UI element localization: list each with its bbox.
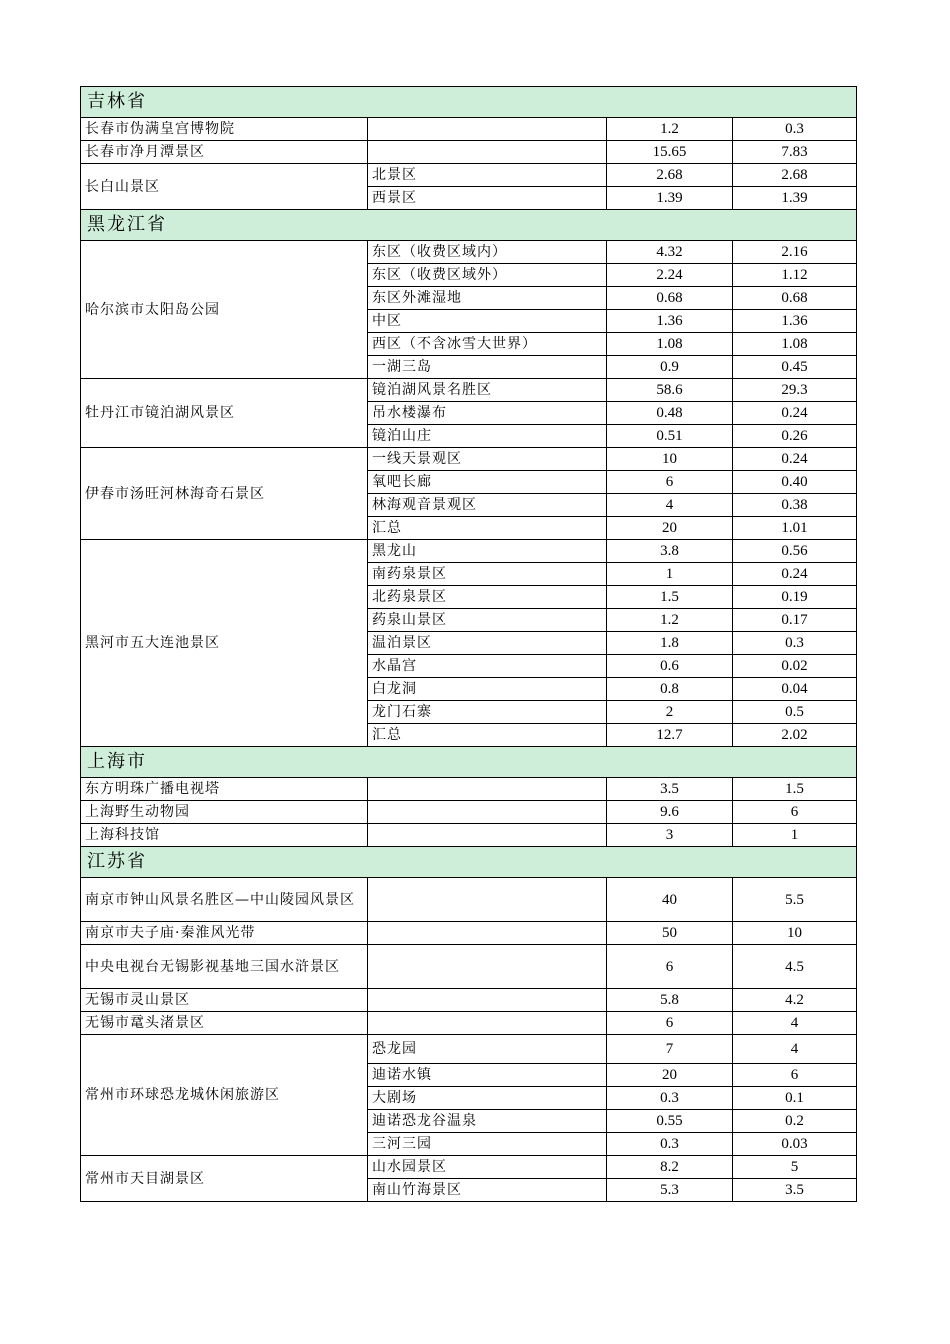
value-col-a: 20 bbox=[607, 517, 733, 540]
value-col-b: 0.17 bbox=[733, 609, 857, 632]
value-col-b: 0.3 bbox=[733, 118, 857, 141]
sub-area-name: 氧吧长廊 bbox=[368, 471, 607, 494]
value-col-b: 1.36 bbox=[733, 310, 857, 333]
value-col-a: 0.55 bbox=[607, 1110, 733, 1133]
sub-area-name: 山水园景区 bbox=[368, 1156, 607, 1179]
sub-area-name: 东区（收费区域外） bbox=[368, 264, 607, 287]
sub-area-name: 南药泉景区 bbox=[368, 563, 607, 586]
sub-area-name: 汇总 bbox=[368, 517, 607, 540]
sub-area-name: 温泊景区 bbox=[368, 632, 607, 655]
sub-area-name bbox=[368, 1012, 607, 1035]
value-col-b: 4.2 bbox=[733, 989, 857, 1012]
value-col-a: 9.6 bbox=[607, 801, 733, 824]
province-header-row bbox=[81, 747, 857, 778]
province-name: 吉林省 bbox=[81, 87, 857, 118]
value-col-a: 3 bbox=[607, 824, 733, 847]
value-col-b: 0.03 bbox=[733, 1133, 857, 1156]
scenic-site-name: 南京市夫子庙·秦淮风光带 bbox=[81, 922, 368, 945]
value-col-b: 0.02 bbox=[733, 655, 857, 678]
sub-area-name: 中区 bbox=[368, 310, 607, 333]
table-row bbox=[81, 801, 857, 824]
scenic-site-name: 长春市净月潭景区 bbox=[81, 141, 368, 164]
value-col-a: 1.39 bbox=[607, 187, 733, 210]
table-row bbox=[81, 448, 857, 471]
scenic-site-name: 黑河市五大连池景区 bbox=[81, 540, 368, 747]
sub-area-name: 西区（不含冰雪大世界） bbox=[368, 333, 607, 356]
value-col-a: 1.2 bbox=[607, 609, 733, 632]
value-col-a: 0.51 bbox=[607, 425, 733, 448]
value-col-b: 2.02 bbox=[733, 724, 857, 747]
value-col-a: 2 bbox=[607, 701, 733, 724]
sub-area-name: 西景区 bbox=[368, 187, 607, 210]
value-col-b: 5 bbox=[733, 1156, 857, 1179]
value-col-b: 1.01 bbox=[733, 517, 857, 540]
value-col-b: 1.39 bbox=[733, 187, 857, 210]
sub-area-name: 药泉山景区 bbox=[368, 609, 607, 632]
scenic-site-name: 常州市天目湖景区 bbox=[81, 1156, 368, 1202]
sub-area-name bbox=[368, 801, 607, 824]
value-col-a: 7 bbox=[607, 1035, 733, 1064]
table-row bbox=[81, 878, 857, 922]
value-col-b: 4 bbox=[733, 1012, 857, 1035]
value-col-a: 1.36 bbox=[607, 310, 733, 333]
value-col-a: 0.48 bbox=[607, 402, 733, 425]
sub-area-name: 林海观音景观区 bbox=[368, 494, 607, 517]
value-col-b: 7.83 bbox=[733, 141, 857, 164]
value-col-a: 1 bbox=[607, 563, 733, 586]
value-col-b: 4.5 bbox=[733, 945, 857, 989]
sub-area-name: 迪诺恐龙谷温泉 bbox=[368, 1110, 607, 1133]
sub-area-name: 东区（收费区域内） bbox=[368, 241, 607, 264]
value-col-b: 6 bbox=[733, 801, 857, 824]
value-col-a: 2.24 bbox=[607, 264, 733, 287]
value-col-b: 0.24 bbox=[733, 448, 857, 471]
value-col-a: 4.32 bbox=[607, 241, 733, 264]
scenic-site-name: 哈尔滨市太阳岛公园 bbox=[81, 241, 368, 379]
value-col-b: 5.5 bbox=[733, 878, 857, 922]
sub-area-name: 龙门石寨 bbox=[368, 701, 607, 724]
value-col-b: 0.38 bbox=[733, 494, 857, 517]
sub-area-name: 汇总 bbox=[368, 724, 607, 747]
table-row bbox=[81, 241, 857, 264]
value-col-b: 0.24 bbox=[733, 563, 857, 586]
value-col-a: 4 bbox=[607, 494, 733, 517]
value-col-a: 8.2 bbox=[607, 1156, 733, 1179]
value-col-a: 0.6 bbox=[607, 655, 733, 678]
table-body bbox=[81, 87, 857, 1202]
value-col-b: 4 bbox=[733, 1035, 857, 1064]
value-col-a: 15.65 bbox=[607, 141, 733, 164]
sub-area-name: 白龙洞 bbox=[368, 678, 607, 701]
value-col-b: 1.12 bbox=[733, 264, 857, 287]
value-col-a: 3.5 bbox=[607, 778, 733, 801]
sub-area-name: 黑龙山 bbox=[368, 540, 607, 563]
value-col-a: 58.6 bbox=[607, 379, 733, 402]
value-col-b: 0.19 bbox=[733, 586, 857, 609]
sub-area-name: 迪诺水镇 bbox=[368, 1064, 607, 1087]
table-row bbox=[81, 945, 857, 989]
table-row bbox=[81, 118, 857, 141]
value-col-a: 5.8 bbox=[607, 989, 733, 1012]
sub-area-name bbox=[368, 878, 607, 922]
value-col-b: 0.04 bbox=[733, 678, 857, 701]
sub-area-name: 北景区 bbox=[368, 164, 607, 187]
scenic-site-name: 长春市伪满皇宫博物院 bbox=[81, 118, 368, 141]
scenic-area-table bbox=[80, 86, 857, 1202]
table-row bbox=[81, 379, 857, 402]
sub-area-name bbox=[368, 945, 607, 989]
province-header-row bbox=[81, 210, 857, 241]
table-row bbox=[81, 164, 857, 187]
value-col-b: 0.68 bbox=[733, 287, 857, 310]
sub-area-name: 一线天景观区 bbox=[368, 448, 607, 471]
sub-area-name: 大剧场 bbox=[368, 1087, 607, 1110]
sub-area-name: 南山竹海景区 bbox=[368, 1179, 607, 1202]
value-col-a: 12.7 bbox=[607, 724, 733, 747]
scenic-site-name: 中央电视台无锡影视基地三国水浒景区 bbox=[81, 945, 368, 989]
value-col-a: 40 bbox=[607, 878, 733, 922]
province-header-row bbox=[81, 87, 857, 118]
value-col-b: 2.16 bbox=[733, 241, 857, 264]
value-col-b: 0.45 bbox=[733, 356, 857, 379]
value-col-b: 6 bbox=[733, 1064, 857, 1087]
value-col-b: 0.24 bbox=[733, 402, 857, 425]
sub-area-name bbox=[368, 989, 607, 1012]
scenic-site-name: 南京市钟山风景名胜区—中山陵园风景区 bbox=[81, 878, 368, 922]
sub-area-name: 一湖三岛 bbox=[368, 356, 607, 379]
table-row bbox=[81, 141, 857, 164]
value-col-a: 6 bbox=[607, 945, 733, 989]
value-col-b: 0.26 bbox=[733, 425, 857, 448]
province-name: 黑龙江省 bbox=[81, 210, 857, 241]
value-col-a: 0.3 bbox=[607, 1133, 733, 1156]
value-col-b: 1 bbox=[733, 824, 857, 847]
table-row bbox=[81, 922, 857, 945]
value-col-b: 1.5 bbox=[733, 778, 857, 801]
value-col-a: 0.3 bbox=[607, 1087, 733, 1110]
scenic-site-name: 无锡市灵山景区 bbox=[81, 989, 368, 1012]
value-col-a: 0.9 bbox=[607, 356, 733, 379]
sub-area-name bbox=[368, 824, 607, 847]
table-row bbox=[81, 1035, 857, 1064]
scenic-site-name: 无锡市鼋头渚景区 bbox=[81, 1012, 368, 1035]
value-col-b: 3.5 bbox=[733, 1179, 857, 1202]
scenic-site-name: 上海野生动物园 bbox=[81, 801, 368, 824]
scenic-site-name: 上海科技馆 bbox=[81, 824, 368, 847]
value-col-a: 50 bbox=[607, 922, 733, 945]
sub-area-name: 北药泉景区 bbox=[368, 586, 607, 609]
sub-area-name: 吊水楼瀑布 bbox=[368, 402, 607, 425]
value-col-b: 1.08 bbox=[733, 333, 857, 356]
value-col-a: 1.2 bbox=[607, 118, 733, 141]
value-col-a: 1.5 bbox=[607, 586, 733, 609]
sub-area-name: 恐龙园 bbox=[368, 1035, 607, 1064]
value-col-a: 6 bbox=[607, 1012, 733, 1035]
scenic-site-name: 伊春市汤旺河林海奇石景区 bbox=[81, 448, 368, 540]
table-row bbox=[81, 1156, 857, 1179]
value-col-b: 0.5 bbox=[733, 701, 857, 724]
table-row bbox=[81, 989, 857, 1012]
sub-area-name: 镜泊山庄 bbox=[368, 425, 607, 448]
sub-area-name: 水晶宫 bbox=[368, 655, 607, 678]
value-col-a: 3.8 bbox=[607, 540, 733, 563]
value-col-b: 2.68 bbox=[733, 164, 857, 187]
sub-area-name bbox=[368, 922, 607, 945]
value-col-b: 29.3 bbox=[733, 379, 857, 402]
value-col-b: 0.56 bbox=[733, 540, 857, 563]
sub-area-name: 东区外滩湿地 bbox=[368, 287, 607, 310]
table-row bbox=[81, 1012, 857, 1035]
table-row bbox=[81, 824, 857, 847]
value-col-a: 0.8 bbox=[607, 678, 733, 701]
value-col-a: 2.68 bbox=[607, 164, 733, 187]
scenic-site-name: 长白山景区 bbox=[81, 164, 368, 210]
province-name: 江苏省 bbox=[81, 847, 857, 878]
value-col-a: 5.3 bbox=[607, 1179, 733, 1202]
province-header-row bbox=[81, 847, 857, 878]
value-col-a: 10 bbox=[607, 448, 733, 471]
scenic-site-name: 牡丹江市镜泊湖风景区 bbox=[81, 379, 368, 448]
value-col-a: 20 bbox=[607, 1064, 733, 1087]
table-row bbox=[81, 778, 857, 801]
sub-area-name bbox=[368, 141, 607, 164]
scenic-site-name: 东方明珠广播电视塔 bbox=[81, 778, 368, 801]
value-col-b: 0.40 bbox=[733, 471, 857, 494]
value-col-b: 10 bbox=[733, 922, 857, 945]
value-col-a: 6 bbox=[607, 471, 733, 494]
sub-area-name bbox=[368, 118, 607, 141]
sub-area-name bbox=[368, 778, 607, 801]
sub-area-name: 三河三园 bbox=[368, 1133, 607, 1156]
value-col-b: 0.1 bbox=[733, 1087, 857, 1110]
sub-area-name: 镜泊湖风景名胜区 bbox=[368, 379, 607, 402]
table-row bbox=[81, 540, 857, 563]
value-col-a: 1.08 bbox=[607, 333, 733, 356]
value-col-b: 0.3 bbox=[733, 632, 857, 655]
province-name: 上海市 bbox=[81, 747, 857, 778]
scenic-site-name: 常州市环球恐龙城休闲旅游区 bbox=[81, 1035, 368, 1156]
value-col-b: 0.2 bbox=[733, 1110, 857, 1133]
value-col-a: 0.68 bbox=[607, 287, 733, 310]
value-col-a: 1.8 bbox=[607, 632, 733, 655]
